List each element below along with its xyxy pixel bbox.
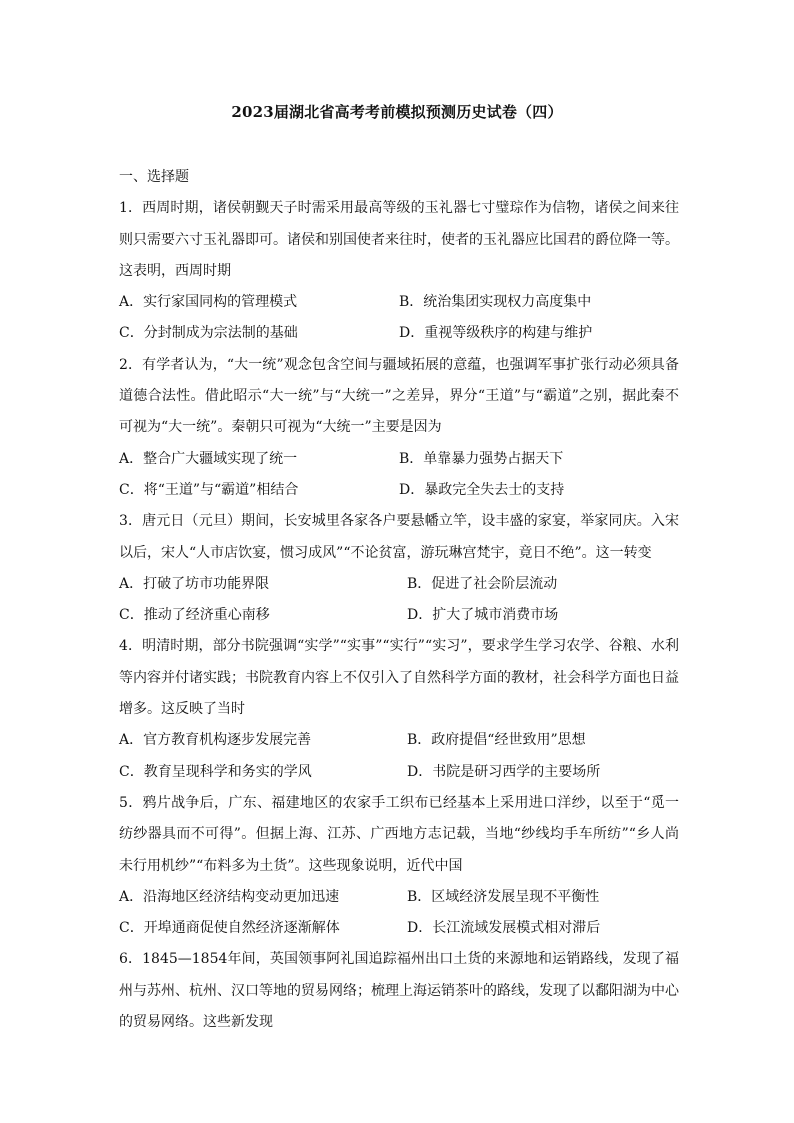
option-b: B．区域经济发展呈现不平衡性 [407,888,600,905]
option-row [119,475,679,506]
question-6 [119,944,679,1038]
question-stem: 6．1845—1854年间，英国领事阿礼国追踪福州出口土货的来源地和运销路线，发现了福州与苏州、杭州、汉口等地的贸易网络；梳理上海运销茶叶的路线，发现了以鄱阳湖为中心的贸易网络。这些新发现 [119,951,679,1031]
option-d: D．长江流域发展模式相对滞后 [407,920,601,937]
question-1 [119,193,679,349]
option-a: A．官方教育机构逐步发展完善 [119,732,312,749]
option-d: D．书院是研习西学的主要场所 [407,763,601,780]
option-a: A．沿海地区经济结构变动更加迅速 [119,888,340,905]
question-stem: 3．唐元日（元旦）期间，长安城里各家各户要悬幡立竿，设丰盛的家宴，举家同庆。入宋以后，宋人“人市店饮宴，惯习成风”“不论贫富，游玩琳宫梵宇，竟日不绝”。这一转变 [119,513,679,561]
option-c: C．将“王道”与“霸道”相结合 [119,481,299,498]
option-c: C．开埠通商促使自然经济逐渐解体 [119,920,340,937]
exam-content [119,162,679,1038]
option-b: B．单靠暴力强势占据天下 [399,450,564,467]
question-5 [119,788,679,944]
option-row [119,725,679,756]
option-row [119,569,679,600]
option-row [119,600,679,631]
exam-title: 2023届湖北省高考考前模拟预测历史试卷（四） [231,103,563,121]
option-c: C．教育呈现科学和务实的学风 [119,763,312,780]
question-2 [119,350,679,506]
option-d: D．暴政完全失去士的支持 [399,481,565,498]
option-row [119,444,679,475]
option-d: D．重视等级秩序的构建与维护 [399,325,593,342]
option-b: B．促进了社会阶层流动 [407,575,558,592]
option-a: A．打破了坊市功能界限 [119,575,270,592]
option-row [119,882,679,913]
question-3 [119,506,679,631]
question-stem: 2．有学者认为，“大一统”观念包含空间与疆域拓展的意蕴，也强调军事扩张行动必须具备道德合法性。借此昭示“大一统”与“大统一”之差异，界分“王道”与“霸道”之别，据此秦不可视为“大一统”。秦朝只可视为“大统一”主要是因为 [119,356,679,436]
option-a: A．整合广大疆域实现了统一 [119,450,298,467]
question-4 [119,631,679,787]
option-row [119,287,679,318]
question-stem: 1．西周时期，诸侯朝觐天子时需采用最高等级的玉礼器七寸璧琮作为信物，诸侯之间来往则只需要六寸玉礼器即可。诸侯和别国使者来往时，使者的玉礼器应比国君的爵位降一等。这表明，西周时期 [119,200,679,279]
option-a: A．实行家国同构的管理模式 [119,294,298,311]
option-row [119,913,679,944]
option-b: B．统治集团实现权力高度集中 [399,294,592,311]
section-heading: 一、选择题 [119,169,189,185]
option-d: D．扩大了城市消费市场 [407,607,559,624]
option-c: C．推动了经济重心南移 [119,607,270,624]
question-stem: 4．明清时期，部分书院强调“实学”“实事”“实行”“实习”，要求学生学习农学、谷粮、水利等内容并付诸实践；书院教育内容上不仅引入了自然科学方面的教材，社会科学方面也日益增多。这反映了当时 [119,638,679,718]
option-c: C．分封制成为宗法制的基础 [119,325,298,342]
question-stem: 5．鸦片战争后，广东、福建地区的农家手工织布已经基本上采用进口洋纱，以至于“觅一纺纱器具而不可得”。但据上海、江苏、广西地方志记载，当地“纱线均手车所纺”“乡人尚未行用机纱”“布料多为土货”。这些现象说明，近代中国 [119,794,679,874]
option-row [119,318,679,349]
option-b: B．政府提倡“经世致用”思想 [407,732,586,749]
option-row [119,757,679,788]
